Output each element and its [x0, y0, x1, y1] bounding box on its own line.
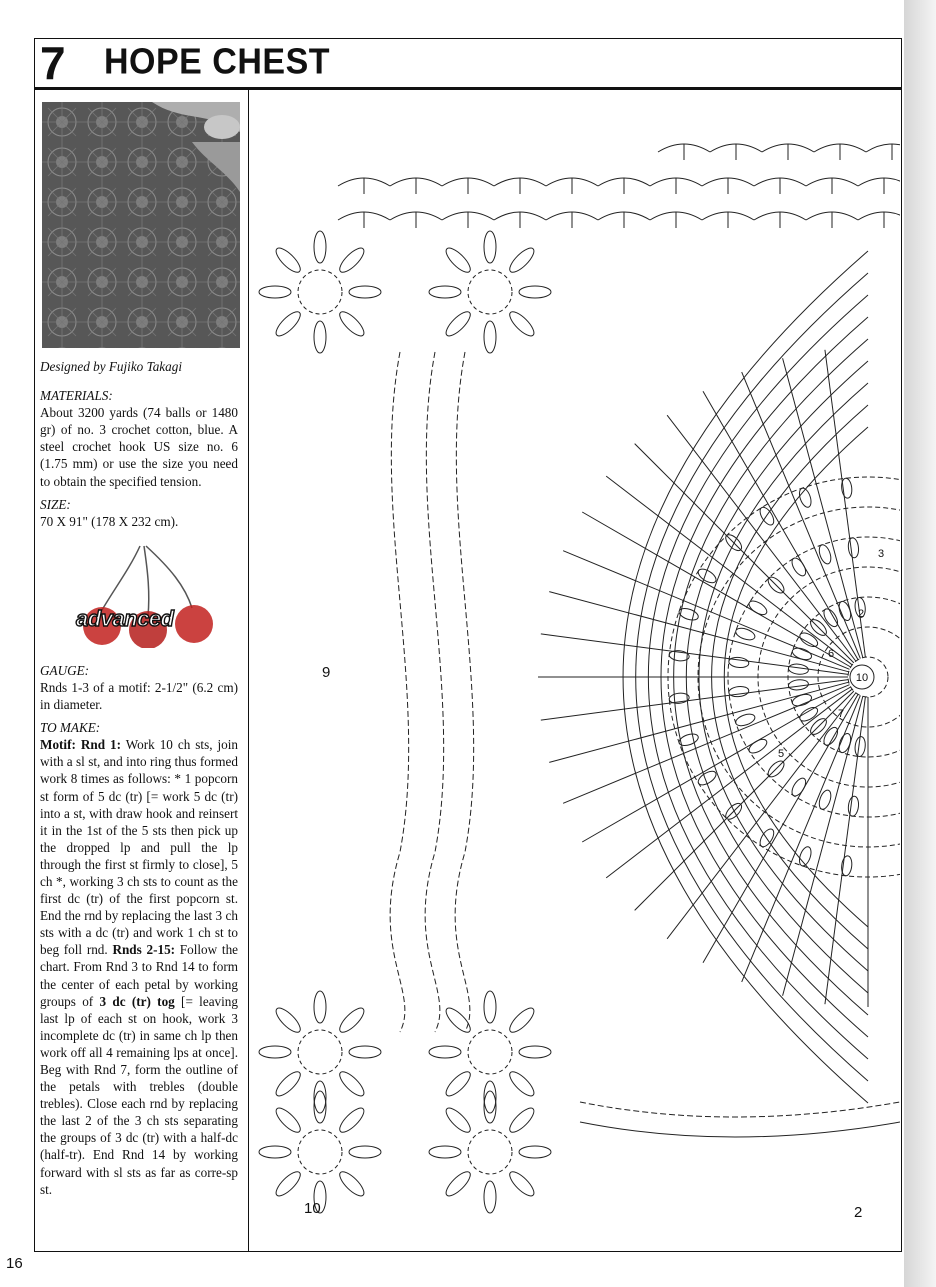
flower-petal	[443, 1068, 474, 1099]
flower-petal	[484, 1181, 496, 1213]
popcorn-stitch	[678, 606, 700, 622]
border-scallop	[858, 212, 900, 220]
materials-text: About 3200 yards (74 balls or 1480 gr) of no. 3 crochet cotton, blue. A steel crochet hook US size no. 6 (1.75 mm) or use the size you need to obtain the specified tension.	[40, 405, 238, 489]
chain-line	[455, 352, 474, 1032]
popcorn-stitch	[747, 737, 769, 756]
flower-center	[468, 1130, 512, 1174]
motif-spoke	[563, 685, 849, 804]
round-number-label: 3	[878, 548, 885, 560]
motif-spoke	[667, 693, 856, 939]
flower-petal	[506, 1005, 537, 1036]
flower-petal	[506, 1105, 537, 1136]
flower-center	[468, 270, 512, 314]
motif-spoke	[582, 687, 850, 842]
flower-petal	[336, 1068, 367, 1099]
flower-petal	[273, 1068, 304, 1099]
flower-petal	[259, 1146, 291, 1158]
flower-petal	[314, 991, 326, 1023]
bottom-chain	[580, 1102, 900, 1117]
flower-petal	[443, 1168, 474, 1199]
motif-spoke	[703, 391, 858, 659]
flower-petal	[506, 308, 537, 339]
popcorn-stitch	[847, 537, 859, 558]
flower-petal	[259, 286, 291, 298]
flower-petal	[336, 1005, 367, 1036]
difficulty-badge	[40, 538, 238, 648]
popcorn-stitch	[747, 598, 769, 617]
motif-spoke	[606, 689, 852, 878]
round-number-label: 6	[828, 648, 835, 660]
popcorn-stitch	[669, 692, 690, 704]
flower-petal	[519, 1046, 551, 1058]
flower-petal	[443, 245, 474, 276]
flower-petal	[443, 308, 474, 339]
flower-petal	[484, 991, 496, 1023]
flower-petal	[336, 1168, 367, 1199]
round-number-label: 7	[838, 708, 845, 720]
flower-petal	[349, 1146, 381, 1158]
badge-label: advanced	[76, 605, 174, 631]
flower-petal	[506, 1168, 537, 1199]
popcorn-stitch	[734, 626, 756, 642]
chart-label-2: 2	[854, 1204, 863, 1221]
chain-line	[425, 352, 444, 1032]
popcorn-stitch	[841, 855, 853, 876]
chart-label-9: 9	[322, 664, 331, 681]
flower-petal	[429, 1046, 461, 1058]
popcorn-stitch	[791, 646, 813, 662]
flower-petal	[506, 245, 537, 276]
popcorn-stitch	[817, 789, 833, 811]
border-scallop	[858, 178, 900, 186]
chart-label-10: 10	[304, 1200, 321, 1217]
cherry-icon	[40, 538, 238, 648]
flower-petal	[506, 1068, 537, 1099]
motif-spoke	[703, 694, 858, 962]
motif-spoke	[606, 476, 852, 665]
popcorn-stitch	[791, 692, 813, 708]
crochet-chart	[250, 92, 900, 1250]
flower-petal	[429, 286, 461, 298]
column-divider	[248, 90, 249, 1252]
pattern-number: 7	[40, 36, 66, 89]
popcorn-stitch	[817, 543, 833, 565]
popcorn-stitch	[669, 650, 690, 662]
designer-credit: Designed by Fujiko Takagi	[40, 359, 182, 374]
border-scallop	[866, 144, 900, 152]
to-make-text	[40, 736, 238, 1198]
popcorn-stitch	[837, 732, 853, 754]
flower-petal	[273, 1168, 304, 1199]
gauge-heading: GAUGE:	[40, 662, 90, 678]
size-heading: SIZE:	[40, 496, 71, 512]
flower-petal	[273, 308, 304, 339]
materials-heading: MATERIALS:	[40, 388, 113, 404]
dc-tog-term: 3 dc (tr) tog	[99, 993, 175, 1009]
page-number: 16	[6, 1255, 23, 1272]
round-number-label: 5	[778, 748, 785, 760]
flower-petal	[349, 1046, 381, 1058]
flower-petal	[443, 1105, 474, 1136]
flower-petal	[349, 286, 381, 298]
flower-petal	[443, 1005, 474, 1036]
motif-spoke	[742, 372, 861, 658]
motif-spoke	[667, 415, 856, 661]
gauge-text: Rnds 1-3 of a motif: 2-1/2" (6.2 cm) in diameter.	[40, 679, 238, 713]
size-text: 70 X 91" (178 X 232 cm).	[40, 513, 179, 529]
popcorn-stitch	[847, 796, 859, 817]
flower-petal	[259, 1046, 291, 1058]
flower-petal	[314, 231, 326, 263]
bedspread-photo	[42, 102, 240, 348]
page-edge-shadow	[904, 0, 936, 1287]
flower-petal	[336, 1105, 367, 1136]
motif-rnd1-label: Motif: Rnd 1:	[40, 737, 122, 753]
flower-petal	[429, 1146, 461, 1158]
popcorn-stitch	[841, 478, 853, 499]
instructions-column	[40, 358, 238, 1198]
bottom-edge	[580, 1122, 900, 1137]
chain-line	[390, 352, 409, 1032]
flower-petal	[336, 245, 367, 276]
flower-center	[468, 1030, 512, 1074]
motif-spoke	[742, 695, 861, 981]
motif-spoke	[582, 512, 850, 667]
popcorn-stitch	[678, 732, 700, 748]
popcorn-stitch	[728, 656, 749, 668]
page-title: HOPE CHEST	[104, 42, 331, 82]
flower-petal	[273, 1005, 304, 1036]
flower-petal	[336, 308, 367, 339]
flower-petal	[273, 1105, 304, 1136]
chart-diagram	[250, 92, 900, 1250]
round-number-label: 2	[858, 608, 865, 620]
motif-center-label: 10	[855, 672, 869, 684]
title-bar	[34, 38, 902, 90]
flower-petal	[519, 1146, 551, 1158]
flower-petal	[519, 286, 551, 298]
flower-petal	[484, 231, 496, 263]
rnd1-instructions: Work 10 ch sts, join with a sl st, and into ring thus formed work 8 times as follows: * 1 popcorn st form of 5 dc (tr) [= work 5 dc (tr) into a st, with draw hook and reinsert it in the 1st of the 5 sts then pick up the dropped lp and pull the lp through the first st firmly to close], 5 ch *, working 3 ch sts to count as the first dc (tr) of the first popcorn st. End the rnd by replacing the last 3 ch sts with a dc (tr) and work 1 ch st to beg foll rnd.	[40, 737, 238, 958]
rnds-2-15-label: Rnds 2-15:	[112, 942, 176, 958]
popcorn-stitch	[728, 685, 749, 697]
flower-petal	[314, 321, 326, 353]
flower-petal	[273, 245, 304, 276]
flower-center	[298, 1030, 342, 1074]
popcorn-stitch	[734, 712, 756, 728]
motif-spoke	[563, 551, 849, 670]
to-make-heading: TO MAKE:	[40, 720, 101, 736]
flower-center	[298, 1130, 342, 1174]
flower-center	[298, 270, 342, 314]
flower-petal	[484, 321, 496, 353]
rnds-instructions: Follow the chart. From Rnd 3 to Rnd 14 to form the center of each petal by working groups of	[40, 942, 239, 1009]
popcorn-stitch	[837, 600, 853, 622]
petal-instructions: [= leaving last lp of each st on hook, work 3 incomplete dc (tr) in same ch lp then work off all 4 remaining lps at once]. Beg with Rnd 7, form the outline of the petals with trebles (double trebles). Close each rnd by replacing the last 2 of the 3 ch sts separating the groups of 3 dc (tr) with a half-dc (half-tr). End Rnd 14 by working forward with sl sts as far as corre-sp st.	[40, 993, 238, 1197]
